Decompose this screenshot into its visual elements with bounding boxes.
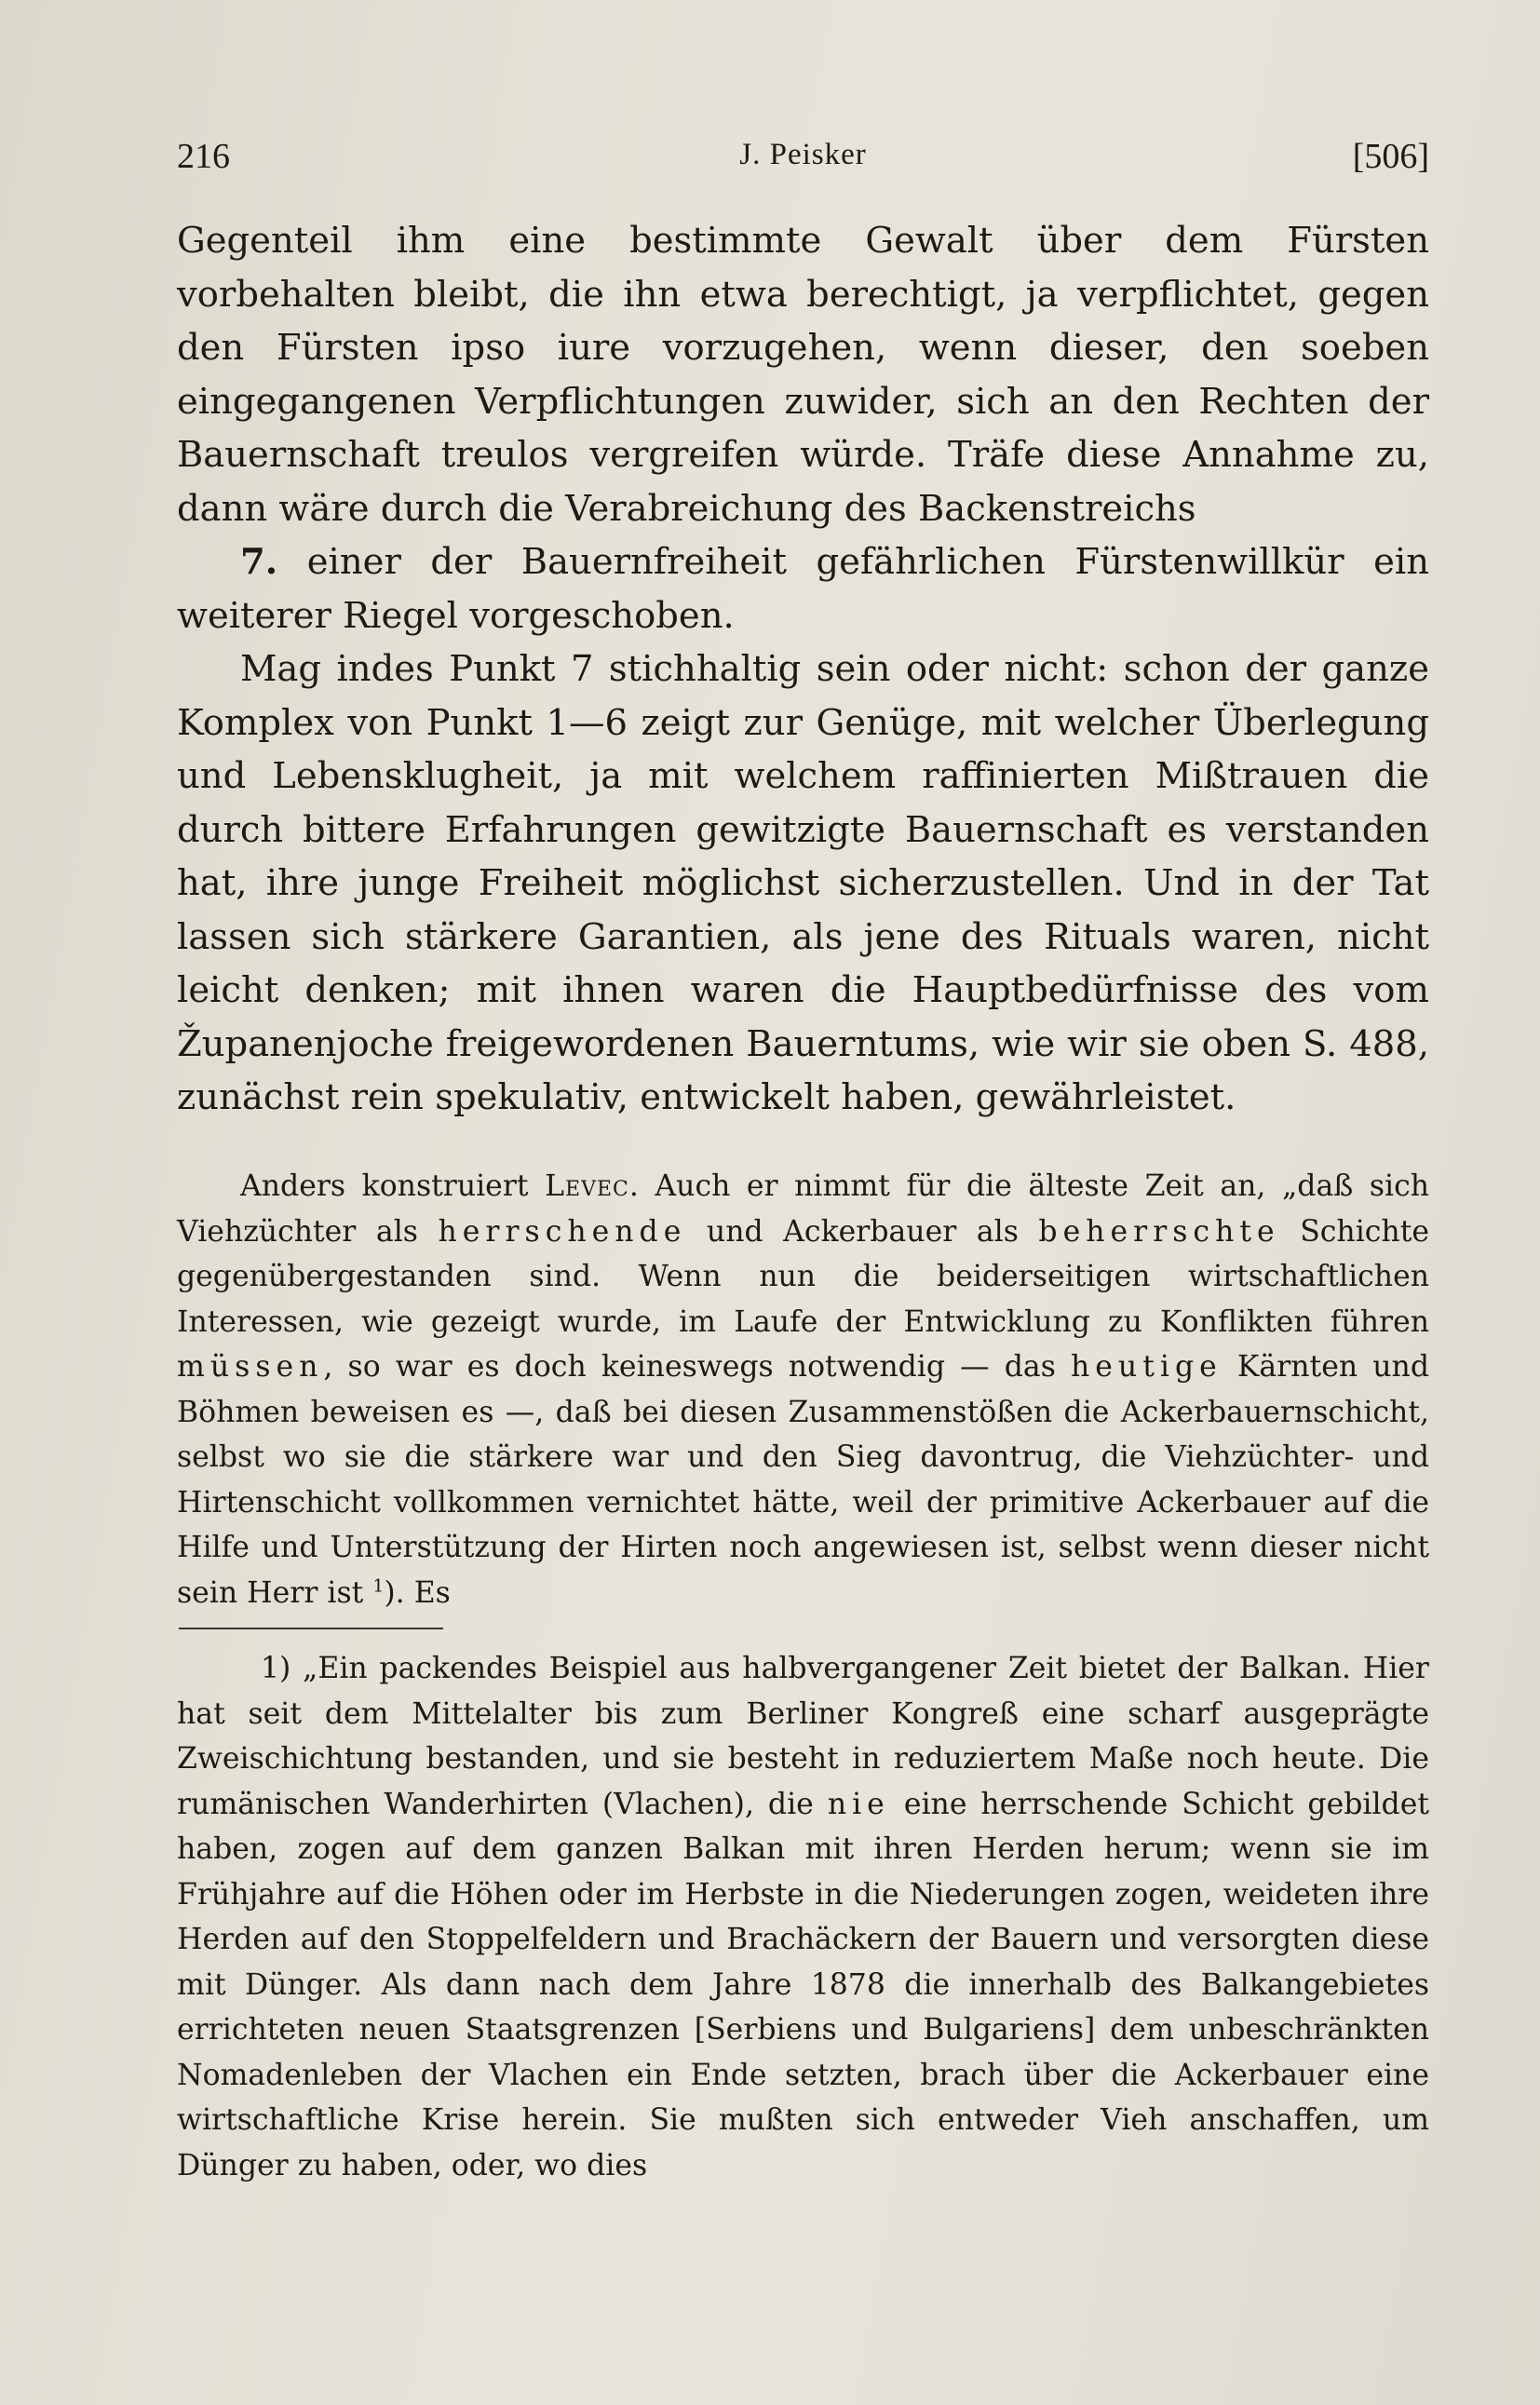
running-header — [177, 130, 1429, 186]
page-number: 216 — [177, 137, 230, 176]
text-segment: . Auch er nimmt für die älteste Zeit an, „daß sich Viehzüchter als — [177, 1169, 1429, 1249]
footnote-rule — [179, 1628, 443, 1629]
original-page-number: [506] — [1352, 137, 1429, 176]
spaced-emphasis: beherrschte — [1038, 1214, 1280, 1249]
text-segment: eine herrschende Schicht gebildet haben, zogen auf dem ganzen Balkan mit ihren Herden herum; wenn sie im Frühjahre auf die Höhen oder im Herbste in die Niederungen zogen, weideten ihre Herden auf den Stoppelfeldern und Brachäckern der Bauern und versorgten diese mit Dünger. Als dann nach dem Jahre 1878 die innerhalb des Balkangebietes errichteten neuen Staatsgrenzen [Serbiens und Bulgariens] dem unbeschränkten Nomadenleben der Vlachen ein Ende setzten, brach über die Ackerbauer eine wirtschaftliche Krise herein. Sie mußten sich entweder Vieh anschaffen, um Dünger zu haben, oder, wo dies — [177, 1787, 1430, 2182]
spaced-emphasis: nie — [827, 1787, 890, 1821]
spaced-emphasis: herrschende — [438, 1214, 687, 1249]
text-segment: Kärnten und Böhmen beweisen es —, daß bei diesen Zusammenstößen die Ackerbauernschicht, selbst wo sie die stärkere war und den Sieg davontrug, die Viehzüchter- und Hirtenschicht vollkommen vernichtet hätte, weil der primitive Ackerbauer auf die Hilfe und Unterstützung der Hirten noch angewiesen ist, selbst wenn dieser nicht sein Herr ist — [177, 1350, 1429, 1610]
main-text — [177, 214, 1429, 1125]
text-segment: und Ackerbauer als — [706, 1214, 1019, 1249]
footnote-1 — [177, 1646, 1429, 2188]
paragraph-point-7 — [177, 535, 1429, 642]
levec-paragraph — [177, 1164, 1429, 1615]
spaced-emphasis: müssen — [177, 1350, 324, 1384]
text-segment: ). Es — [384, 1575, 451, 1610]
small-print-paragraph — [177, 1164, 1429, 1615]
text-segment: Anders konstruiert — [240, 1169, 529, 1203]
text-segment: 1) „Ein packendes Beispiel aus halbvergangener Zeit bietet der Balkan. Hier hat seit dem Mittelalter bis zum Berliner Kongreß eine scharf ausgeprägte Zweischichtung bestanden, und sie besteht in reduziertem Maße noch heute. Die rumänischen Wanderhirten (Vlachen), die — [177, 1652, 1429, 1821]
paragraph-continuation: Gegenteil ihm eine bestimmte Gewalt über dem Fürsten vorbehalten bleibt, die ihn etwa berechtigt, ja verpflichtet, gegen den Fürsten ipso iure vorzugehen, wenn dieser, den soeben eingegangenen Verpflichtungen zuwider, sich an den Rechten der Bauernschaft treulos vergreifen würde. Träfe diese Annahme zu, dann wäre durch die Verabreichung des Backenstreichs — [177, 220, 1429, 530]
footnote — [177, 1646, 1429, 2188]
footnote-reference[interactable]: 1 — [372, 1575, 385, 1596]
running-head-author: J. Peisker — [739, 138, 867, 171]
point-text: einer der Bauernfreiheit gefährlichen Fürstenwillkür ein weiterer Riegel vorgeschoben. — [177, 541, 1429, 637]
spaced-emphasis: heutige — [1071, 1350, 1223, 1384]
author-name-levec: Levec — [545, 1169, 629, 1203]
text-segment: Schichte gegenübergestanden sind. Wenn nun die beiderseitigen wirtschaftlichen Interessen, wie gezeigt wurde, im Laufe der Entwicklung zu Konflikten führen — [177, 1214, 1430, 1339]
text-segment: , so war es doch keineswegs notwendig — das — [323, 1350, 1056, 1384]
paragraph-conclusion: Mag indes Punkt 7 stichhaltig sein oder nicht: schon der ganze Komplex von Punkt 1—6 zeigt zur Genüge, mit welcher Überlegung und Lebensklugheit, ja mit welchem raffinierten Mißtrauen die durch bittere Erfahrungen gewitzigte Bauernschaft es verstanden hat, ihre junge Freiheit möglichst sicherzustellen. Und in der Tat lassen sich stärkere Garantien, als jene des Rituals waren, nicht leicht denken; mit ihnen waren die Hauptbedürfnisse des vom Županenjoche freigewordenen Bauerntums, wie wir sie oben S. 488, zunächst rein spekulativ, entwickelt haben, gewährleistet. — [177, 648, 1429, 1118]
point-number: 7. — [240, 541, 278, 583]
